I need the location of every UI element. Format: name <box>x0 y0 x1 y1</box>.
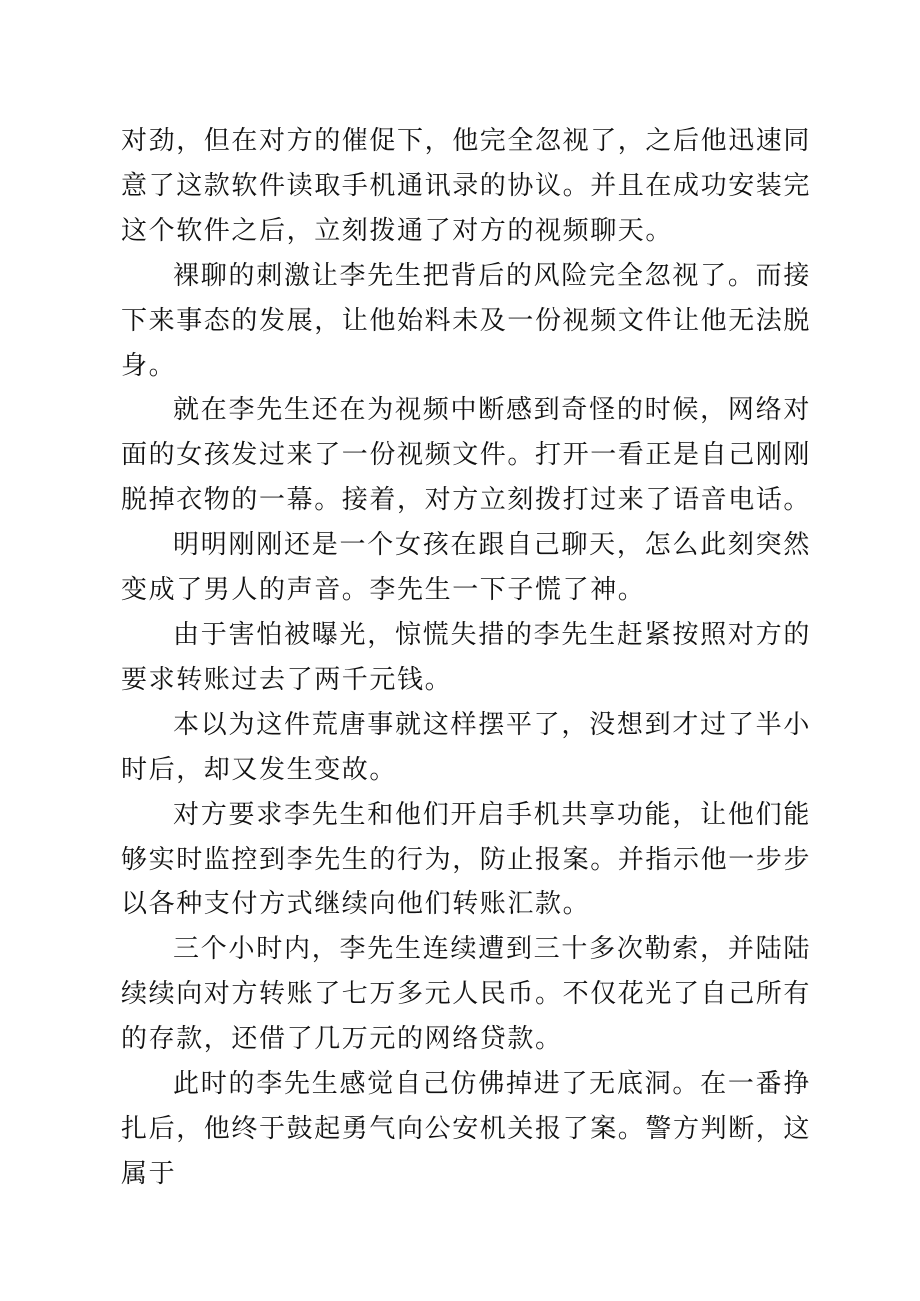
paragraph: 三个小时内，李先生连续遭到三十多次勒索，并陆陆续续向对方转账了七万多元人民币。不仅花光了自己所有的存款，还借了几万元的网络贷款。 <box>121 934 812 1055</box>
paragraph: 裸聊的刺激让李先生把背后的风险完全忽视了。而接下来事态的发展，让他始料未及一份视频文件让他无法脱身。 <box>121 260 812 381</box>
article-body <box>121 119 811 1197</box>
paragraph: 对方要求李先生和他们开启手机共享功能，让他们能够实时监控到李先生的行为，防止报案。并指示他一步步以各种支付方式继续向他们转账汇款。 <box>121 799 812 920</box>
paragraph: 明明刚刚还是一个女孩在跟自己聊天，怎么此刻突然变成了男人的声音。李先生一下子慌了神。 <box>121 530 811 606</box>
paragraph-truncated: 此时的李先生感觉自己仿佛掉进了无底洞。在一番挣扎后，他终于鼓起勇气向公安机关报了案。警方判断，这属于 <box>121 1069 812 1189</box>
paragraph-continued: 对劲，但在对方的催促下，他完全忽视了，之后他迅速同意了这款软件读取手机通讯录的协议。并且在成功安装完这个软件之后，立刻拨通了对方的视频聊天。 <box>121 126 812 246</box>
paragraph: 本以为这件荒唐事就这样摆平了，没想到才过了半小时后，却又发生变故。 <box>121 709 811 785</box>
paragraph: 由于害怕被曝光，惊慌失措的李先生赶紧按照对方的要求转账过去了两千元钱。 <box>121 619 811 695</box>
paragraph: 就在李先生还在为视频中断感到奇怪的时候，网络对面的女孩发过来了一份视频文件。打开一看正是自己刚刚脱掉衣物的一幕。接着，对方立刻拨打过来了语音电话。 <box>121 395 812 516</box>
